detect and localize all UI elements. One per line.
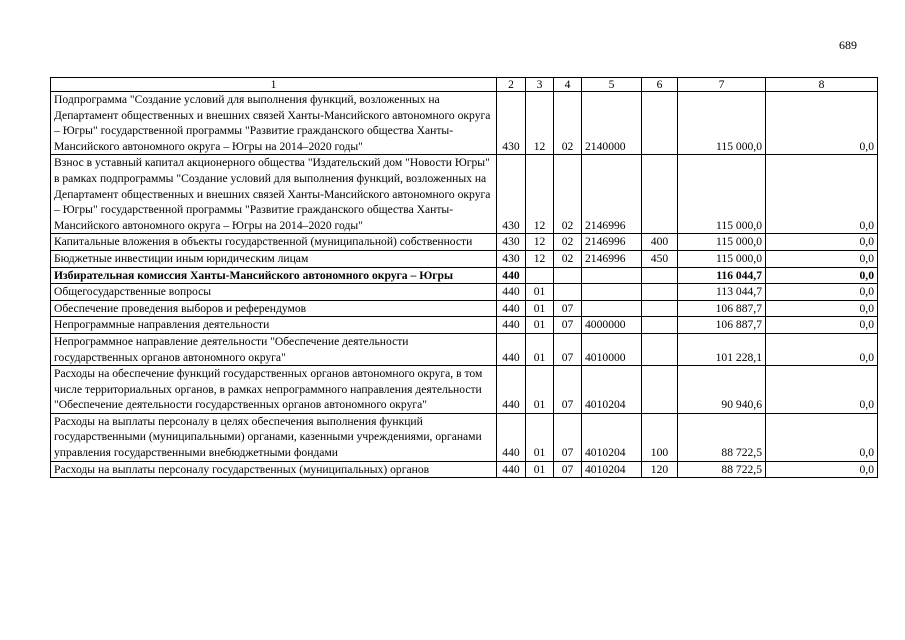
cell-section: 01 bbox=[526, 366, 554, 414]
cell-amount-extra: 0,0 bbox=[766, 317, 878, 334]
cell-ministry-code: 440 bbox=[497, 461, 526, 478]
row-name: Общегосударственные вопросы bbox=[51, 284, 497, 301]
cell-target-article bbox=[582, 284, 642, 301]
cell-expense-type bbox=[642, 317, 678, 334]
row-name: Избирательная комиссия Ханты-Мансийского автономного округа – Югры bbox=[51, 267, 497, 284]
cell-target-article: 2146996 bbox=[582, 250, 642, 267]
cell-amount: 115 000,0 bbox=[678, 155, 766, 234]
row-name: Расходы на выплаты персоналу государственных (муниципальных) органов bbox=[51, 461, 497, 478]
cell-ministry-code: 440 bbox=[497, 333, 526, 365]
table-row bbox=[51, 92, 878, 155]
table-row bbox=[51, 461, 878, 478]
cell-ministry-code: 440 bbox=[497, 284, 526, 301]
cell-amount: 115 000,0 bbox=[678, 250, 766, 267]
table-row bbox=[51, 250, 878, 267]
cell-section: 01 bbox=[526, 413, 554, 461]
cell-subsection: 07 bbox=[554, 300, 582, 317]
cell-amount-extra: 0,0 bbox=[766, 284, 878, 301]
header-col-4: 4 bbox=[554, 78, 582, 92]
cell-section: 12 bbox=[526, 155, 554, 234]
cell-amount-extra: 0,0 bbox=[766, 267, 878, 284]
cell-target-article bbox=[582, 267, 642, 284]
cell-target-article: 2140000 bbox=[582, 92, 642, 155]
cell-subsection: 02 bbox=[554, 92, 582, 155]
cell-section: 01 bbox=[526, 284, 554, 301]
table-row bbox=[51, 155, 878, 234]
cell-amount: 113 044,7 bbox=[678, 284, 766, 301]
cell-section: 01 bbox=[526, 461, 554, 478]
row-name: Расходы на обеспечение функций государственных органов автономного округа, в том числе территориальных органов, в рамках непрограммного направления деятельности "Обеспечение деятельности государственных органов автономного округа" bbox=[51, 366, 497, 414]
cell-amount: 90 940,6 bbox=[678, 366, 766, 414]
cell-section: 12 bbox=[526, 250, 554, 267]
cell-amount-extra: 0,0 bbox=[766, 300, 878, 317]
cell-amount-extra: 0,0 bbox=[766, 234, 878, 251]
cell-ministry-code: 440 bbox=[497, 300, 526, 317]
cell-subsection bbox=[554, 284, 582, 301]
cell-target-article: 4000000 bbox=[582, 317, 642, 334]
cell-expense-type: 120 bbox=[642, 461, 678, 478]
cell-target-article: 4010204 bbox=[582, 413, 642, 461]
cell-section: 01 bbox=[526, 300, 554, 317]
table-row bbox=[51, 234, 878, 251]
header-col-2: 2 bbox=[497, 78, 526, 92]
cell-target-article bbox=[582, 300, 642, 317]
cell-section: 01 bbox=[526, 333, 554, 365]
budget-table bbox=[50, 77, 878, 478]
cell-amount: 115 000,0 bbox=[678, 92, 766, 155]
table-row bbox=[51, 333, 878, 365]
header-col-3: 3 bbox=[526, 78, 554, 92]
cell-ministry-code: 430 bbox=[497, 92, 526, 155]
table-row bbox=[51, 413, 878, 461]
row-name: Взнос в уставный капитал акционерного общества "Издательский дом "Новости Югры" в рамках подпрограммы "Создание условий для выполнения функций, возложенных на Департамент общественных и внешних связей Ханты-Мансийского автономного округа – Югры" государственной программы "Развитие гражданского общества Ханты-Мансийского автономного округа – Югры на 2014–2020 годы" bbox=[51, 155, 497, 234]
table-row bbox=[51, 366, 878, 414]
cell-amount: 88 722,5 bbox=[678, 413, 766, 461]
cell-amount-extra: 0,0 bbox=[766, 413, 878, 461]
row-name: Обеспечение проведения выборов и референдумов bbox=[51, 300, 497, 317]
row-name: Непрограммные направления деятельности bbox=[51, 317, 497, 334]
cell-expense-type: 100 bbox=[642, 413, 678, 461]
cell-section: 01 bbox=[526, 317, 554, 334]
cell-amount-extra: 0,0 bbox=[766, 333, 878, 365]
table-row bbox=[51, 284, 878, 301]
cell-expense-type bbox=[642, 300, 678, 317]
header-col-8: 8 bbox=[766, 78, 878, 92]
cell-subsection: 07 bbox=[554, 333, 582, 365]
cell-amount: 116 044,7 bbox=[678, 267, 766, 284]
cell-expense-type bbox=[642, 155, 678, 234]
row-name: Расходы на выплаты персоналу в целях обеспечения выполнения функций государственными (муниципальными) органами, казенными учреждениями, органами управления государственными внебюджетными фондами bbox=[51, 413, 497, 461]
cell-amount-extra: 0,0 bbox=[766, 366, 878, 414]
cell-ministry-code: 430 bbox=[497, 234, 526, 251]
cell-expense-type bbox=[642, 333, 678, 365]
header-col-5: 5 bbox=[582, 78, 642, 92]
cell-target-article: 4010204 bbox=[582, 366, 642, 414]
cell-expense-type: 400 bbox=[642, 234, 678, 251]
cell-subsection: 02 bbox=[554, 155, 582, 234]
cell-amount-extra: 0,0 bbox=[766, 92, 878, 155]
cell-ministry-code: 440 bbox=[497, 413, 526, 461]
header-col-7: 7 bbox=[678, 78, 766, 92]
cell-ministry-code: 440 bbox=[497, 267, 526, 284]
header-col-6: 6 bbox=[642, 78, 678, 92]
cell-subsection bbox=[554, 267, 582, 284]
cell-amount: 106 887,7 bbox=[678, 317, 766, 334]
row-name: Подпрограмма "Создание условий для выполнения функций, возложенных на Департамент общественных и внешних связей Ханты-Мансийского автономного округа – Югры" государственной программы "Развитие гражданского общества Ханты-Мансийского автономного округа – Югры на 2014–2020 годы" bbox=[51, 92, 497, 155]
cell-target-article: 4010000 bbox=[582, 333, 642, 365]
cell-expense-type bbox=[642, 284, 678, 301]
cell-ministry-code: 440 bbox=[497, 317, 526, 334]
table-row bbox=[51, 267, 878, 284]
row-name: Непрограммное направление деятельности "Обеспечение деятельности государственных органов автономного округа" bbox=[51, 333, 497, 365]
cell-subsection: 07 bbox=[554, 366, 582, 414]
cell-expense-type bbox=[642, 92, 678, 155]
cell-expense-type: 450 bbox=[642, 250, 678, 267]
cell-amount-extra: 0,0 bbox=[766, 461, 878, 478]
cell-target-article: 2146996 bbox=[582, 155, 642, 234]
cell-ministry-code: 430 bbox=[497, 250, 526, 267]
cell-target-article: 4010204 bbox=[582, 461, 642, 478]
cell-section: 12 bbox=[526, 234, 554, 251]
cell-amount: 115 000,0 bbox=[678, 234, 766, 251]
cell-subsection: 02 bbox=[554, 234, 582, 251]
header-col-1: 1 bbox=[51, 78, 497, 92]
cell-amount: 106 887,7 bbox=[678, 300, 766, 317]
cell-ministry-code: 440 bbox=[497, 366, 526, 414]
cell-ministry-code: 430 bbox=[497, 155, 526, 234]
cell-subsection: 07 bbox=[554, 413, 582, 461]
row-name: Бюджетные инвестиции иным юридическим лицам bbox=[51, 250, 497, 267]
cell-section bbox=[526, 267, 554, 284]
cell-subsection: 02 bbox=[554, 250, 582, 267]
cell-expense-type bbox=[642, 366, 678, 414]
table-row bbox=[51, 317, 878, 334]
cell-subsection: 07 bbox=[554, 317, 582, 334]
cell-amount: 101 228,1 bbox=[678, 333, 766, 365]
cell-amount-extra: 0,0 bbox=[766, 155, 878, 234]
table-header-row bbox=[51, 78, 878, 92]
cell-target-article: 2146996 bbox=[582, 234, 642, 251]
cell-amount: 88 722,5 bbox=[678, 461, 766, 478]
page-number: 689 bbox=[839, 38, 857, 52]
cell-section: 12 bbox=[526, 92, 554, 155]
table-row bbox=[51, 300, 878, 317]
cell-subsection: 07 bbox=[554, 461, 582, 478]
cell-amount-extra: 0,0 bbox=[766, 250, 878, 267]
table-body bbox=[51, 92, 878, 478]
cell-expense-type bbox=[642, 267, 678, 284]
row-name: Капитальные вложения в объекты государственной (муниципальной) собственности bbox=[51, 234, 497, 251]
